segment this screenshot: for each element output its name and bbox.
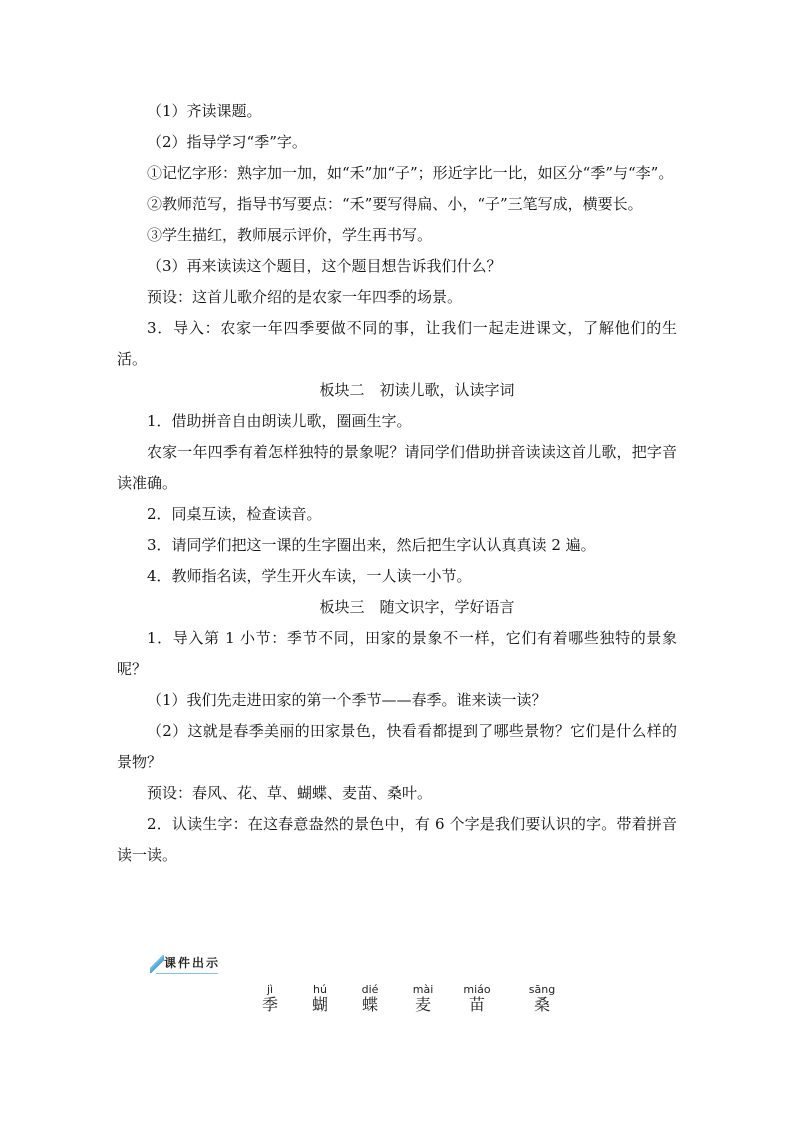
paragraph: （1）齐读课题。 xyxy=(147,102,262,120)
paragraph: 3．导入：农家一年四季要做不同的事，让我们一起走进课文，了解他们的生活。 xyxy=(117,319,677,368)
character-item xyxy=(393,983,453,1014)
paragraph: 1．借助拼音自由朗读儿歌，圈画生字。 xyxy=(147,412,412,430)
hanzi-label: 蝴 xyxy=(311,995,328,1014)
paragraph: （1）我们先走进田家的第一个季节——春季。谁来读一读？ xyxy=(147,691,547,709)
paragraph: （3）再来读读这个题目，这个题目想告诉我们什么？ xyxy=(147,257,502,275)
pinyin-label: hú xyxy=(313,983,327,996)
hanzi-label: 季 xyxy=(261,995,278,1014)
hanzi-label: 蝶 xyxy=(361,995,378,1014)
paragraph: ③学生描红，教师展示评价，学生再书写。 xyxy=(147,226,433,244)
section-title: 板块三 随文识字，学好语言 xyxy=(319,598,515,616)
section-title: 板块二 初读儿歌，认读字词 xyxy=(319,381,515,399)
document-body xyxy=(117,96,677,871)
character-item xyxy=(447,983,507,1014)
pinyin-label: dié xyxy=(361,983,379,996)
paragraph: 1．导入第 1 小节：季节不同，田家的景象不一样，它们有着哪些独特的景象呢？ xyxy=(117,629,677,678)
courseware-label: 课件出示 xyxy=(164,956,221,970)
paragraph: （2）指导学习“季”字。 xyxy=(147,133,307,151)
paragraph: 4．教师指名读，学生开火车读，一人读一小节。 xyxy=(147,567,472,585)
paragraph: 预设：春风、花、草、蝴蝶、麦苗、桑叶。 xyxy=(147,784,433,802)
pinyin-label: miáo xyxy=(463,983,491,996)
pinyin-label: mài xyxy=(412,983,434,996)
paragraph: 2．认读生字：在这春意盎然的景色中，有 6 个字是我们要认识的字。带着拼音读一读。 xyxy=(117,815,677,864)
pinyin-label: sāng xyxy=(528,983,556,996)
paragraph: ①记忆字形：熟字加一加，如“禾”加“子”；形近字比一比，如区分“季”与“李”。 xyxy=(147,164,674,182)
paragraph: 3．请同学们把这一课的生字圈出来，然后把生字认认真真读 2 遍。 xyxy=(147,536,596,554)
characters-row xyxy=(0,983,794,1023)
character-item xyxy=(340,983,400,1014)
courseware-slash-icon xyxy=(150,955,164,973)
hanzi-label: 苗 xyxy=(468,995,485,1014)
courseware-heading xyxy=(150,953,230,975)
paragraph: ②教师范写，指导书写要点：“禾”要写得扁、小，“子”三笔写成，横要长。 xyxy=(147,195,643,213)
paragraph: 预设：这首儿歌介绍的是农家一年四季的场景。 xyxy=(147,288,463,306)
paragraph: 2．同桌互读，检查读音。 xyxy=(147,505,322,523)
courseware-underline xyxy=(156,973,218,974)
character-item xyxy=(512,983,572,1014)
paragraph: （2）这就是春季美丽的田家景色，快看看都提到了哪些景物？它们是什么样的景物？ xyxy=(117,722,677,771)
paragraph: 农家一年四季有着怎样独特的景象呢？请同学们借助拼音读读这首儿歌，把字音读准确。 xyxy=(117,443,677,492)
hanzi-label: 麦 xyxy=(414,995,431,1014)
pinyin-label: jì xyxy=(266,983,274,996)
hanzi-label: 桑 xyxy=(533,995,550,1014)
